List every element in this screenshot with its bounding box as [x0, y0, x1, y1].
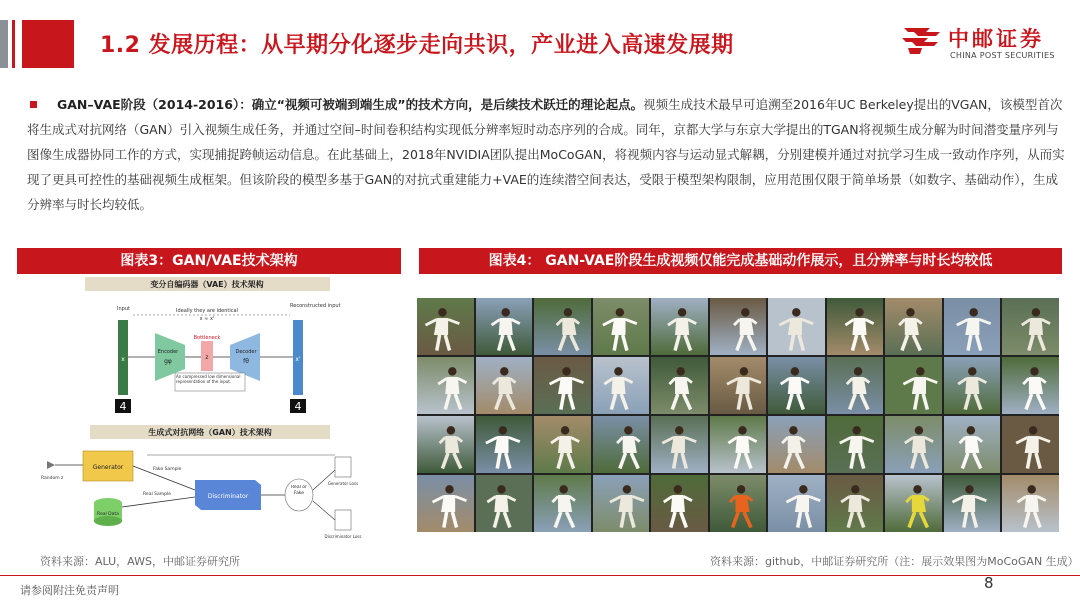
- compressed-note-wrap: [176, 374, 244, 390]
- taichi-figure: [944, 475, 1001, 532]
- generator-loss-doc-icon: [335, 457, 351, 477]
- taichi-figure: [710, 416, 767, 473]
- video-frame: [827, 416, 884, 473]
- video-frame: [944, 416, 1001, 473]
- video-frame: [476, 475, 533, 532]
- taichi-figure: [710, 475, 767, 532]
- taichi-figure: [710, 298, 767, 355]
- taichi-figure: [417, 475, 474, 532]
- taichi-figure: [944, 416, 1001, 473]
- video-frame: [1002, 357, 1059, 414]
- digit-input: 4: [119, 400, 127, 413]
- taichi-figure: [827, 298, 884, 355]
- arrow-disc-loss: [313, 501, 335, 520]
- logo-text-en: CHINA POST SECURITIES: [950, 51, 1055, 60]
- video-frame: [710, 298, 767, 355]
- taichi-figure: [827, 416, 884, 473]
- page-title: 1.2 发展历程：从早期分化逐步走向共识，产业进入高速发展期: [100, 33, 734, 58]
- taichi-figure: [417, 298, 474, 355]
- discriminator-label: Discriminator: [207, 493, 249, 500]
- figure3-source: 资料来源：ALU，AWS，中邮证券研究所: [40, 555, 240, 568]
- video-frame: [476, 357, 533, 414]
- x-approx-label: x ≈ x': [199, 316, 215, 322]
- taichi-figure: [1002, 298, 1059, 355]
- video-frame: [534, 475, 591, 532]
- real-or-fake-wrap: [287, 485, 311, 507]
- taichi-figure: [534, 298, 591, 355]
- body-bold-lead: GAN–VAE阶段（2014-2016）：确立“视频可被端到端生成”的技术方向，是后续技术跃迁的理论起点。: [57, 97, 644, 112]
- figure4-caption: 图表4： GAN-VAE阶段生成视频仅能完成基础动作展示，且分辨率与时长均较低: [419, 248, 1062, 274]
- video-frame: [885, 475, 942, 532]
- taichi-figure: [417, 416, 474, 473]
- video-frame: [1002, 416, 1059, 473]
- arrow-real-disc: [122, 497, 195, 507]
- x-prime-label: x': [295, 356, 301, 363]
- video-frame: [593, 298, 650, 355]
- decoder-sym: fθ: [243, 358, 249, 365]
- taichi-figure: [534, 475, 591, 532]
- video-frame: [417, 298, 474, 355]
- generator-loss-label: Generator Loss: [327, 481, 359, 486]
- taichi-figure: [593, 298, 650, 355]
- taichi-figure: [417, 357, 474, 414]
- video-frame: [534, 298, 591, 355]
- taichi-figure: [593, 475, 650, 532]
- video-frame: [651, 298, 708, 355]
- discriminator-loss-doc-icon: [335, 510, 351, 530]
- video-frame: [1002, 298, 1059, 355]
- taichi-figure: [593, 357, 650, 414]
- taichi-figure: [651, 475, 708, 532]
- taichi-figure: [476, 416, 533, 473]
- bottleneck-label: Bottleneck: [193, 335, 221, 341]
- taichi-figure: [651, 298, 708, 355]
- taichi-figure: [944, 357, 1001, 414]
- header-deco-red-block: [22, 20, 74, 68]
- china-post-logo-icon: [900, 22, 944, 58]
- page-number: 8: [984, 574, 994, 592]
- video-frame: [710, 475, 767, 532]
- taichi-figure: [710, 357, 767, 414]
- fake-sample-label: Fake Sample: [153, 467, 182, 472]
- real-or-fake-label: Real or Fake: [291, 485, 307, 496]
- gan-vae-architecture-diagram: [35, 275, 380, 545]
- z-label: z: [205, 354, 209, 361]
- decoder-label: Decoder: [235, 349, 257, 355]
- video-frame: [710, 416, 767, 473]
- header-deco-gray: [0, 20, 8, 68]
- taichi-figure: [885, 357, 942, 414]
- video-frame: [651, 475, 708, 532]
- taichi-figure: [1002, 475, 1059, 532]
- encoder-sym: gφ: [164, 358, 172, 365]
- taichi-figure: [827, 357, 884, 414]
- arrow-gen-loss: [313, 470, 335, 490]
- compressed-note: An compressed low dimensional representation of the input.: [176, 374, 241, 384]
- video-frame: [768, 298, 825, 355]
- video-frame: [827, 357, 884, 414]
- taichi-figure: [768, 357, 825, 414]
- video-frame: [593, 475, 650, 532]
- video-frame: [593, 357, 650, 414]
- figure3-caption: 图表3：GAN/VAE技术架构: [17, 248, 401, 274]
- video-frame: [534, 416, 591, 473]
- discriminator-loss-label: Discriminator Loss: [324, 534, 362, 539]
- video-frame: [768, 475, 825, 532]
- video-frame: [534, 357, 591, 414]
- taichi-figure: [534, 416, 591, 473]
- random-z-label: Random z: [41, 476, 64, 481]
- taichi-figure: [885, 298, 942, 355]
- video-frame: [768, 357, 825, 414]
- taichi-figure: [534, 357, 591, 414]
- input-label: Input: [117, 306, 130, 312]
- real-data-bottom: [94, 516, 122, 526]
- taichi-figure: [827, 475, 884, 532]
- video-frame: [768, 416, 825, 473]
- logo-text-cn: 中邮证券: [948, 27, 1044, 51]
- taichi-figure: [885, 475, 942, 532]
- video-frame: [710, 357, 767, 414]
- real-sample-label: Real Sample: [143, 492, 172, 497]
- video-frame: [476, 416, 533, 473]
- digit-output: 4: [294, 400, 302, 413]
- taichi-figure: [768, 475, 825, 532]
- header-deco-red-thin: [12, 20, 15, 68]
- generator-label: Generator: [92, 464, 124, 471]
- video-frame: [885, 357, 942, 414]
- video-frame: [885, 416, 942, 473]
- taichi-figure: [476, 475, 533, 532]
- body-paragraph: [27, 92, 1067, 217]
- body-text: 视频生成技术最早可追溯至2016年UC Berkeley提出的VGAN，该模型首次将生成式对抗网络（GAN）引入视频生成任务，并通过空间–时间卷积结构实现低分辨率短时动态序列的合成。同年，京都大学与东京大学提出的TGAN将视频生成分解为时间潜变量序列与图像生成器协同工作的方式，实现捕捉跨帧运动信息。在此基础上，2018年NVIDIA团队提出MoCoGAN，将视频内容与运动显式解耦，分别建模并通过对抗学习生成一致动作序列，从而实现了更具可控性的基础视频生成框架。但该阶段的模型多基于GAN的对抗式重建能力+VAE的连续潜空间表达，受限于模型架构限制，应用范围仅限于简单场景（如数字、基础动作），生成分辨率与时长均较低。: [27, 97, 1065, 212]
- taichi-figure: [593, 416, 650, 473]
- video-frame: [827, 298, 884, 355]
- video-frame: [417, 475, 474, 532]
- figure4-source: 资料来源：github，中邮证券研究所（注：展示效果图为MoCoGAN 生成）: [710, 555, 1079, 568]
- video-frame: [651, 416, 708, 473]
- taichi-figure: [1002, 357, 1059, 414]
- taichi-figure: [768, 416, 825, 473]
- recon-label: Reconstructed input: [290, 303, 341, 309]
- video-frame: [651, 357, 708, 414]
- video-frame: [1002, 475, 1059, 532]
- company-logo: [900, 22, 1070, 62]
- video-frame: [944, 357, 1001, 414]
- video-frame: [593, 416, 650, 473]
- taichi-figure: [768, 298, 825, 355]
- video-frame: [827, 475, 884, 532]
- video-frame: [944, 298, 1001, 355]
- video-frame: [885, 298, 942, 355]
- video-frame: [417, 357, 474, 414]
- vae-title: 变分自编码器（VAE）技术架构: [150, 280, 264, 289]
- x-label: x: [121, 356, 125, 363]
- taichi-figure: [944, 298, 1001, 355]
- encoder-label: Encoder: [157, 349, 179, 355]
- taichi-figure: [476, 357, 533, 414]
- taichi-figure: [885, 416, 942, 473]
- ideally-label: Ideally they are identical: [176, 308, 238, 314]
- taichi-figure: [651, 416, 708, 473]
- footer-divider: [0, 575, 1080, 576]
- video-frame: [944, 475, 1001, 532]
- video-frame: [476, 298, 533, 355]
- gan-title: 生成式对抗网络（GAN）技术架构: [148, 428, 272, 437]
- taichi-figure: [651, 357, 708, 414]
- footer-disclaimer: 请参阅附注免责声明: [20, 584, 119, 597]
- taichi-figure: [476, 298, 533, 355]
- real-data-label: Real Data: [97, 512, 119, 517]
- generated-video-frames-grid: [417, 298, 1059, 532]
- taichi-figure: [1002, 416, 1059, 473]
- video-frame: [417, 416, 474, 473]
- random-z-arrow-icon: [47, 461, 55, 469]
